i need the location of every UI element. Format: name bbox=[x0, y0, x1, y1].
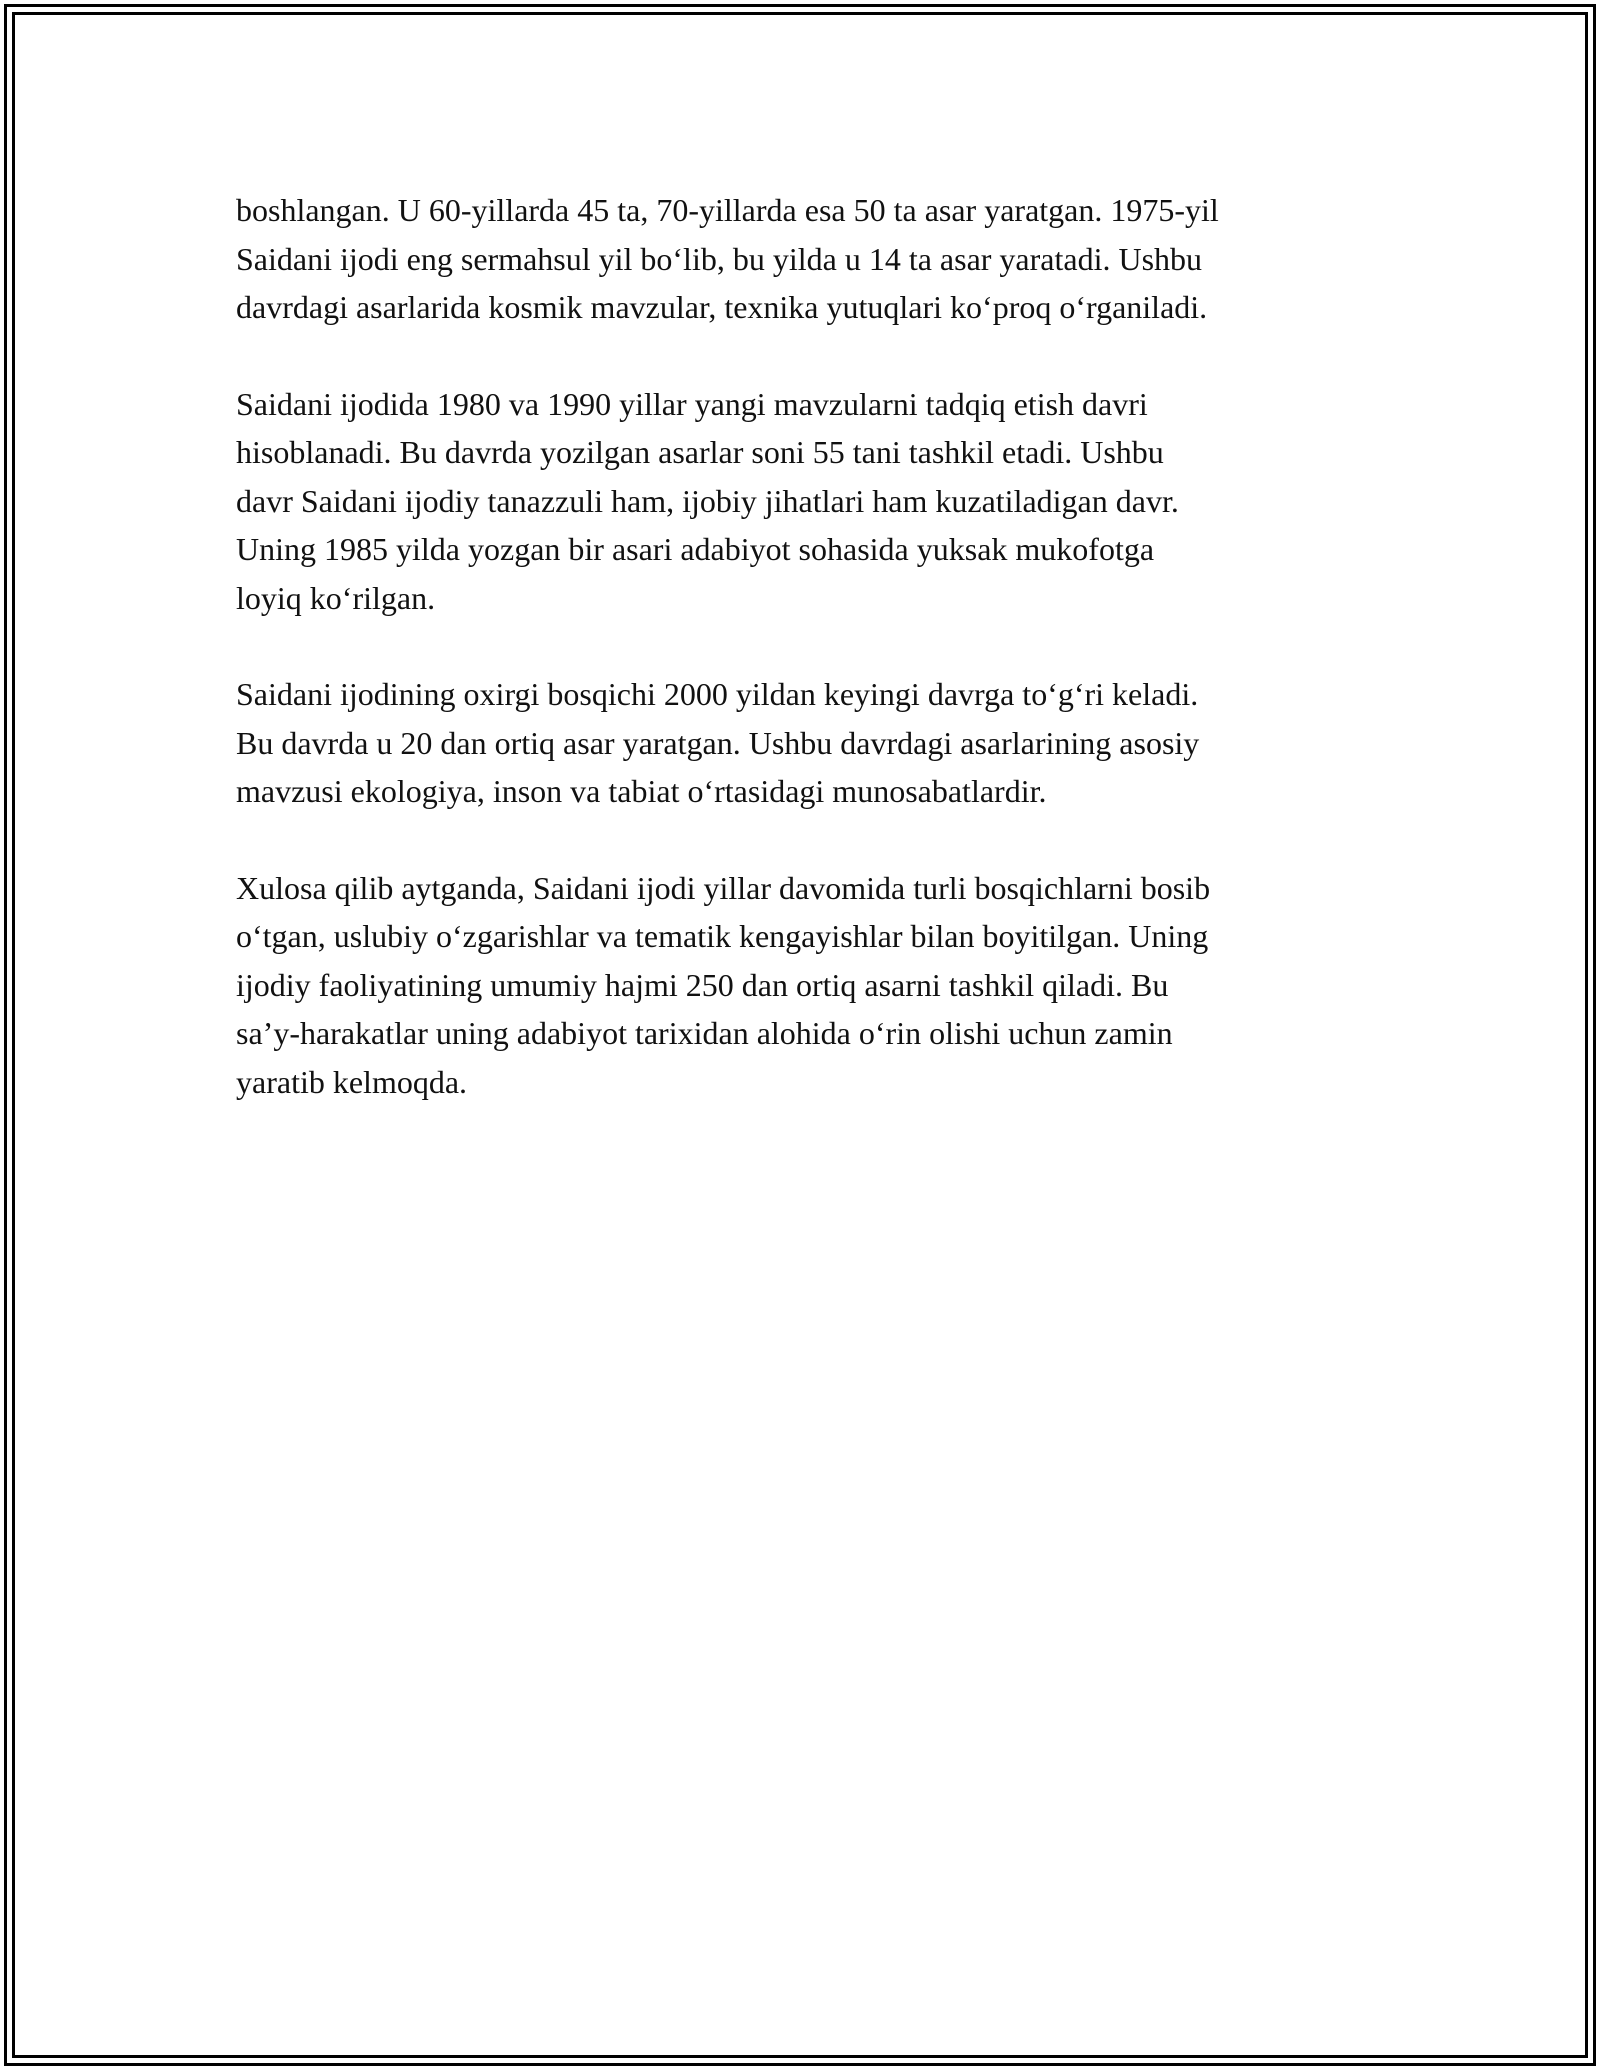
paragraph-1: boshlangan. U 60-yillarda 45 ta, 70-yillarda esa 50 ta asar yaratgan. 1975-yil Saidani ijodi eng sermahsul yil bo‘lib, bu yilda u 14 ta asar yaratadi. Ushbu davrdagi asarlarida kosmik mavzular, texnika yutuqlari ko‘proq o‘rganiladi. bbox=[236, 192, 1219, 325]
paragraph-3: Saidani ijodining oxirgi bosqichi 2000 yildan keyingi davrga to‘g‘ri keladi. Bu davrda u 20 dan ortiq asar yaratgan. Ushbu davrdagi asarlarining asosiy mavzusi ekologiya, inson va tabiat o‘rtasidagi munosabatlardir. bbox=[236, 676, 1200, 809]
paragraph-2: Saidani ijodida 1980 va 1990 yillar yangi mavzularni tadqiq etish davri hisoblanadi. Bu davrda yozilgan asarlar soni 55 tani tashkil etadi. Ushbu davr Saidani ijodiy tanazzuli ham, ijobiy jihatlari ham kuzatiladigan davr. Uning 1985 yilda yozgan bir asari adabiyot sohasida yuksak mukofotga loyiq ko‘rilgan. bbox=[236, 385, 1179, 616]
paragraph-4: Xulosa qilib aytganda, Saidani ijodi yillar davomida turli bosqichlarni bosib o‘tgan, uslubiy o‘zgarishlar va tematik kengayishlar bilan boyitilgan. Uning ijodiy faoliyatining umumiy hajmi 250 dan ortiq asarni tashkil qiladi. Bu sa’y-harakatlar uning adabiyot tarixidan alohida o‘rin olishi uchun zamin yaratib kelmoqda. bbox=[236, 869, 1211, 1100]
document-body bbox=[236, 186, 1376, 1154]
